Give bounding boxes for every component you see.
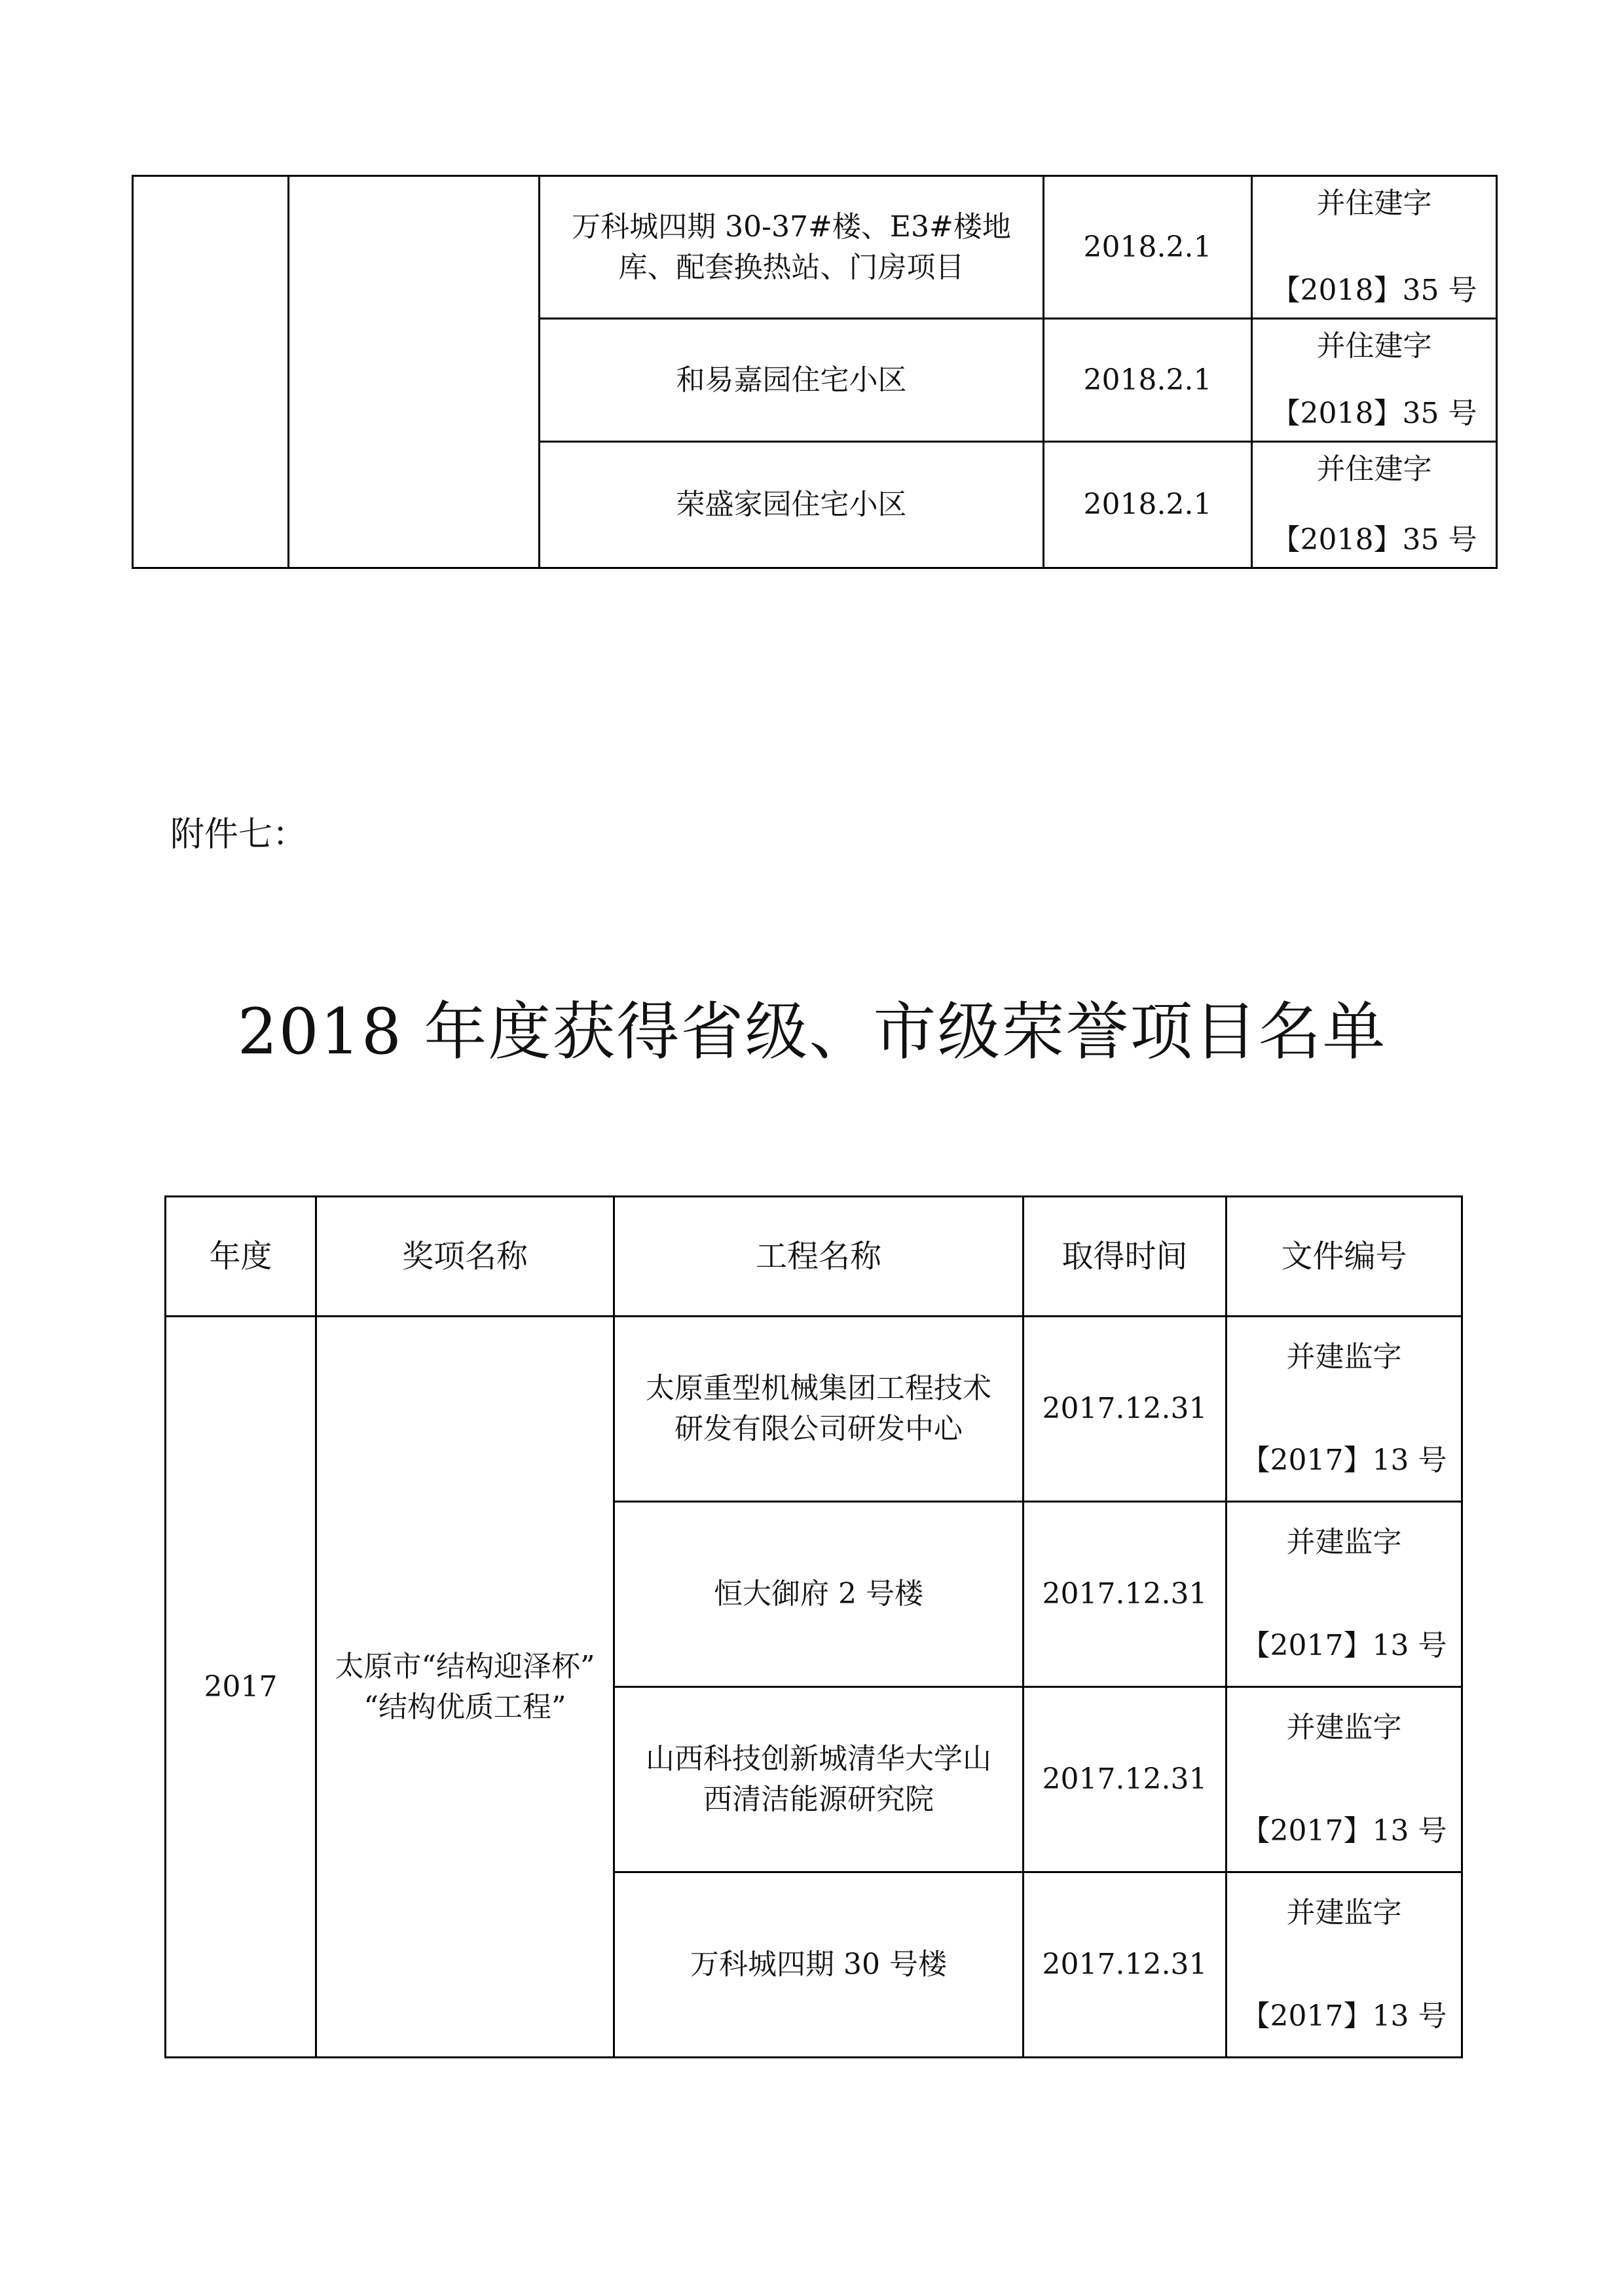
header-date: 取得时间 <box>1024 1197 1227 1317</box>
project-name-cell: 和易嘉园住宅小区 <box>540 319 1044 442</box>
project-name-cell: 恒大御府 2 号楼 <box>614 1502 1024 1687</box>
doc-number-cell: 并建监字 【2017】13 号 <box>1227 1502 1462 1687</box>
date-cell: 2018.2.1 <box>1044 442 1252 568</box>
project-name-cell: 万科城四期 30-37#楼、E3#楼地库、配套换热站、门房项目 <box>540 176 1044 319</box>
doc-number-cell: 并住建字 【2018】35 号 <box>1252 176 1497 319</box>
doc-number-cell: 并建监字 【2017】13 号 <box>1227 1317 1462 1502</box>
continuation-table <box>132 175 1498 569</box>
doc-number-cell: 并住建字 【2018】35 号 <box>1252 442 1497 568</box>
table-row <box>133 176 1497 319</box>
project-name-cell: 太原重型机械集团工程技术研发有限公司研发中心 <box>614 1317 1024 1502</box>
date-cell: 2017.12.31 <box>1024 1317 1227 1502</box>
award-line: “结构优质工程” <box>363 1690 566 1724</box>
header-project: 工程名称 <box>614 1197 1024 1317</box>
page-title: 2018 年度获得省级、市级荣誉项目名单 <box>237 995 1387 1068</box>
year-cell-empty <box>133 176 289 568</box>
award-cell-empty <box>289 176 540 568</box>
date-cell: 2018.2.1 <box>1044 319 1252 442</box>
project-name-cell: 荣盛家园住宅小区 <box>540 442 1044 568</box>
honors-table <box>164 1195 1463 2058</box>
project-name-cell: 山西科技创新城清华大学山西清洁能源研究院 <box>614 1687 1024 1872</box>
table-row <box>166 1317 1462 1502</box>
project-name-cell: 万科城四期 30 号楼 <box>614 1872 1024 2058</box>
header-doc: 文件编号 <box>1227 1197 1462 1317</box>
award-line: 太原市“结构迎泽杯” <box>335 1649 595 1683</box>
award-cell <box>316 1317 614 2058</box>
year-cell: 2017 <box>166 1317 316 2058</box>
date-cell: 2017.12.31 <box>1024 1872 1227 2058</box>
doc-number-cell: 并建监字 【2017】13 号 <box>1227 1687 1462 1872</box>
doc-number-cell: 并建监字 【2017】13 号 <box>1227 1872 1462 2058</box>
date-cell: 2018.2.1 <box>1044 176 1252 319</box>
header-award: 奖项名称 <box>316 1197 614 1317</box>
table-header-row <box>166 1197 1462 1317</box>
date-cell: 2017.12.31 <box>1024 1687 1227 1872</box>
attachment-label: 附件七： <box>170 815 307 854</box>
header-year: 年度 <box>166 1197 316 1317</box>
doc-number-cell: 并住建字 【2018】35 号 <box>1252 319 1497 442</box>
date-cell: 2017.12.31 <box>1024 1502 1227 1687</box>
